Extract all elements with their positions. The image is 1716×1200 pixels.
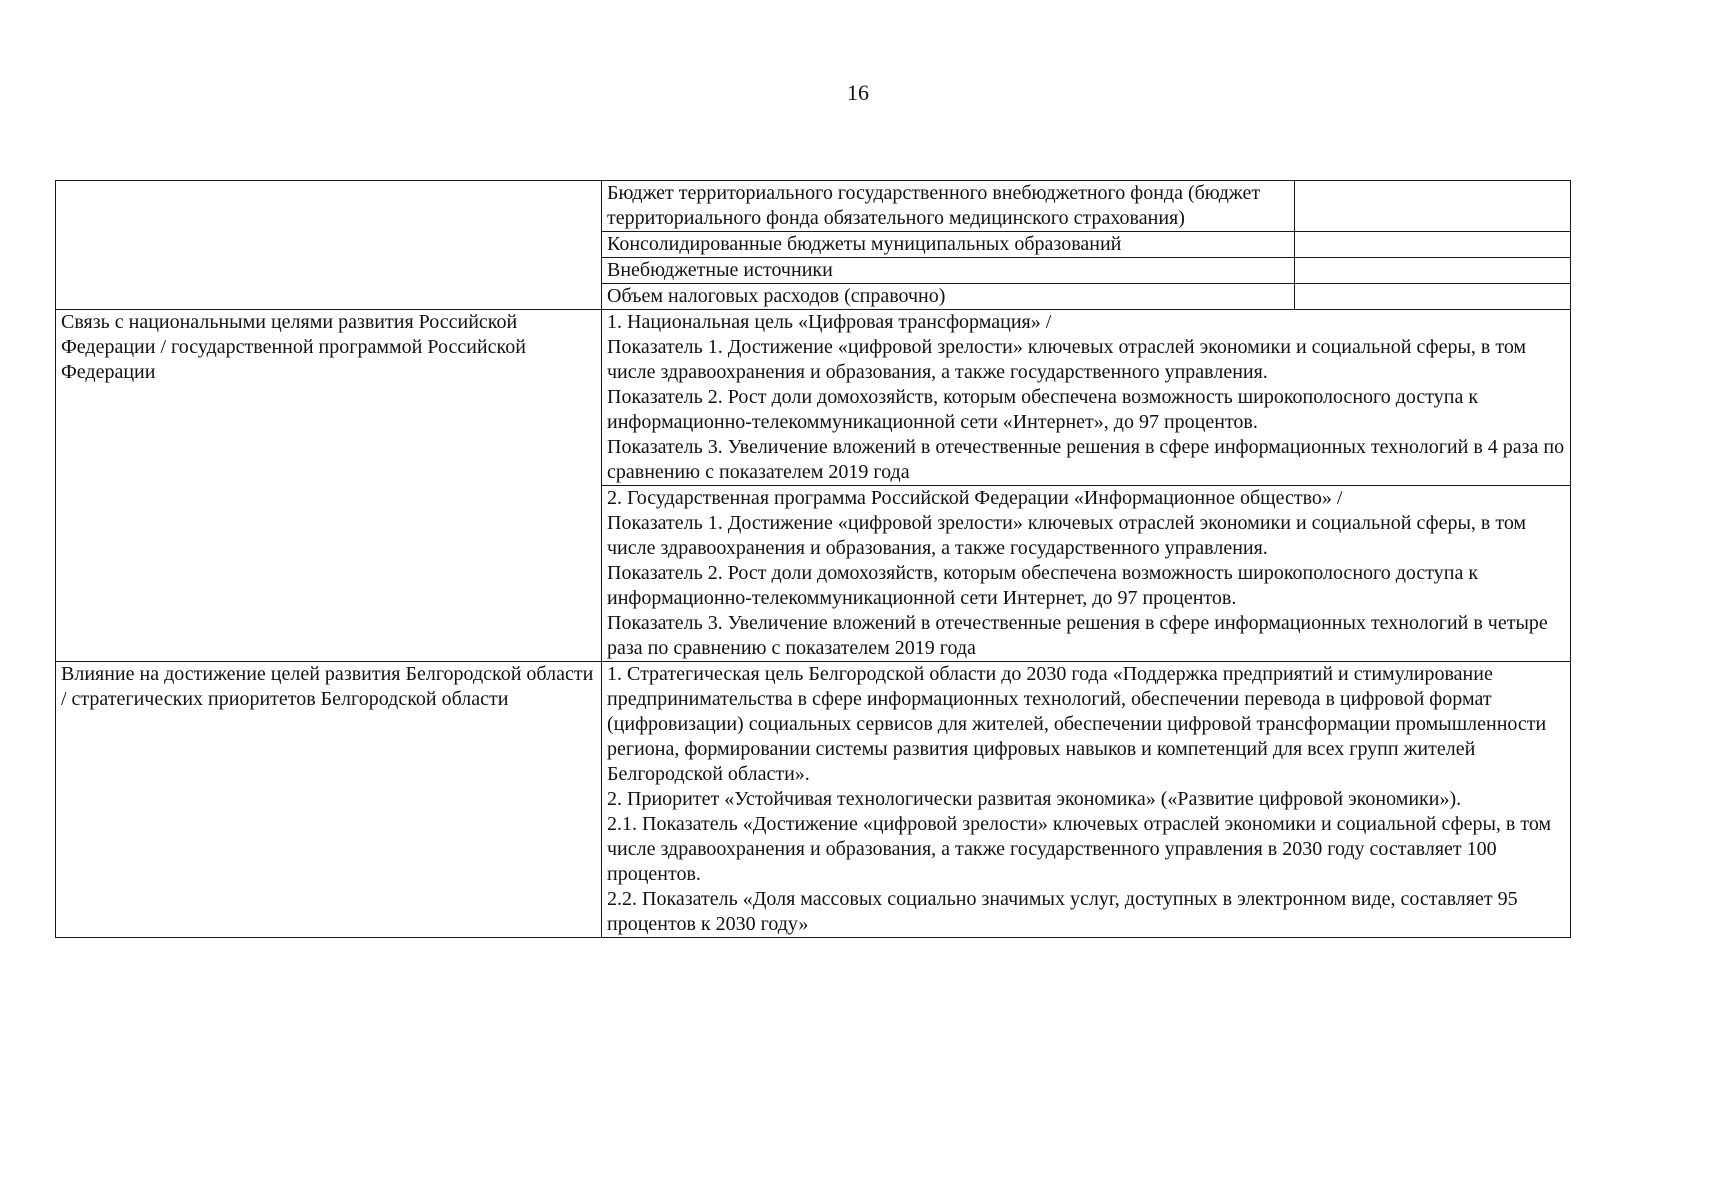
budget-source-cell: Консолидированные бюджеты муниципальных образований bbox=[602, 232, 1295, 258]
regional-goal-line: 2. Приоритет «Устойчивая технологически развитая экономика» («Развитие цифровой экономики»). bbox=[607, 788, 1462, 810]
regional-goal-line: 1. Стратегическая цель Белгородской области до 2030 года «Поддержка предприятий и стимулирование предпринимательства в сфере информационных технологий, обеспечении перевода в цифровой формат (цифровизации) социальных сервисов для жителей, обеспечении цифровой трансформации промышленности региона, формировании системы развития цифровых навыков и компетенций для всех групп жителей Белгородской области». bbox=[607, 663, 1547, 785]
table-row bbox=[56, 181, 1571, 232]
national-goal-line: Показатель 2. Рост доли домохозяйств, которым обеспечена возможность широкополосного доступа к информационно-телекоммуникационной сети «Интернет», до 97 процентов. bbox=[607, 386, 1479, 433]
page-number: 16 bbox=[847, 80, 869, 105]
national-goal-line: Показатель 1. Достижение «цифровой зрелости» ключевых отраслей экономики и социальной сферы, в том числе здравоохранения и образования, а также государственного управления. bbox=[607, 336, 1527, 383]
national-goal-line: Показатель 3. Увеличение вложений в отечественные решения в сфере информационных технологий в четыре раза по сравнению с показателем 2019 года bbox=[607, 612, 1548, 659]
budget-value-cell bbox=[1295, 284, 1571, 310]
table-row bbox=[56, 662, 1571, 938]
budget-value-cell bbox=[1295, 181, 1571, 232]
budget-source-cell: Внебюджетные источники bbox=[602, 258, 1295, 284]
regional-goal-line: 2.1. Показатель «Достижение «цифровой зрелости» ключевых отраслей экономики и социальной сферы, в том числе здравоохранения и образования, а также государственного управления в 2030 году составляет 100 процентов. bbox=[607, 813, 1552, 885]
budget-value-cell bbox=[1295, 232, 1571, 258]
budget-source-cell: Бюджет территориального государственного внебюджетного фонда (бюджет территориального фонда обязательного медицинского страхования) bbox=[602, 181, 1295, 232]
national-goals-label: Связь с национальными целями развития Российской Федерации / государственной программой Российской Федерации bbox=[56, 310, 602, 662]
budget-source-cell: Объем налоговых расходов (справочно) bbox=[602, 284, 1295, 310]
budget-value-cell bbox=[1295, 258, 1571, 284]
national-goal-line: Показатель 2. Рост доли домохозяйств, которым обеспечена возможность широкополосного доступа к информационно-телекоммуникационной сети Интернет, до 97 процентов. bbox=[607, 562, 1479, 609]
national-goal-line: 2. Государственная программа Российской Федерации «Информационное общество» / bbox=[607, 487, 1343, 509]
table-row bbox=[56, 310, 1571, 486]
passport-table bbox=[55, 180, 1571, 938]
national-goal-block-1 bbox=[602, 310, 1571, 486]
national-goal-line: Показатель 1. Достижение «цифровой зрелости» ключевых отраслей экономики и социальной сферы, в том числе здравоохранения и образования, а также государственного управления. bbox=[607, 512, 1527, 559]
national-goal-line: Показатель 3. Увеличение вложений в отечественные решения в сфере информационных технологий в 4 раза по сравнению с показателем 2019 года bbox=[607, 436, 1565, 483]
regional-goals-content bbox=[602, 662, 1571, 938]
national-goal-block-2 bbox=[602, 486, 1571, 662]
regional-goal-line: 2.2. Показатель «Доля массовых социально значимых услуг, доступных в электронном виде, составляет 95 процентов к 2030 году» bbox=[607, 888, 1518, 935]
empty-label-cell bbox=[56, 181, 602, 310]
regional-goals-label: Влияние на достижение целей развития Белгородской области / стратегических приоритетов Белгородской области bbox=[56, 662, 602, 938]
national-goal-line: 1. Национальная цель «Цифровая трансформация» / bbox=[607, 311, 1052, 333]
